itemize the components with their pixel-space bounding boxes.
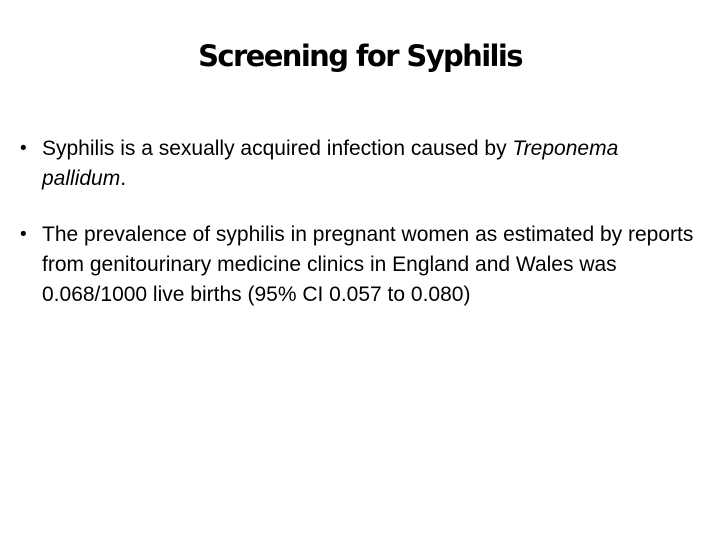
bullet-icon: • — [20, 138, 27, 159]
bullet-icon: • — [20, 224, 27, 245]
bullet-item — [20, 220, 700, 310]
slide-title: Screening for Syphilis — [198, 39, 522, 73]
bullet-italic-term: Treponema pallidum — [42, 137, 619, 190]
bullet-text: The prevalence of syphilis in pregnant women as estimated by reports from genitourinary medicine clinics in England and Wales was 0.068/1000 live births (95% CI 0.057 to 0.080) — [42, 223, 694, 306]
bullet-suffix: . — [120, 167, 127, 190]
bullet-item — [20, 134, 700, 194]
bullet-text: Syphilis is a sexually acquired infection caused by — [42, 137, 513, 160]
bullet-list — [20, 134, 700, 336]
